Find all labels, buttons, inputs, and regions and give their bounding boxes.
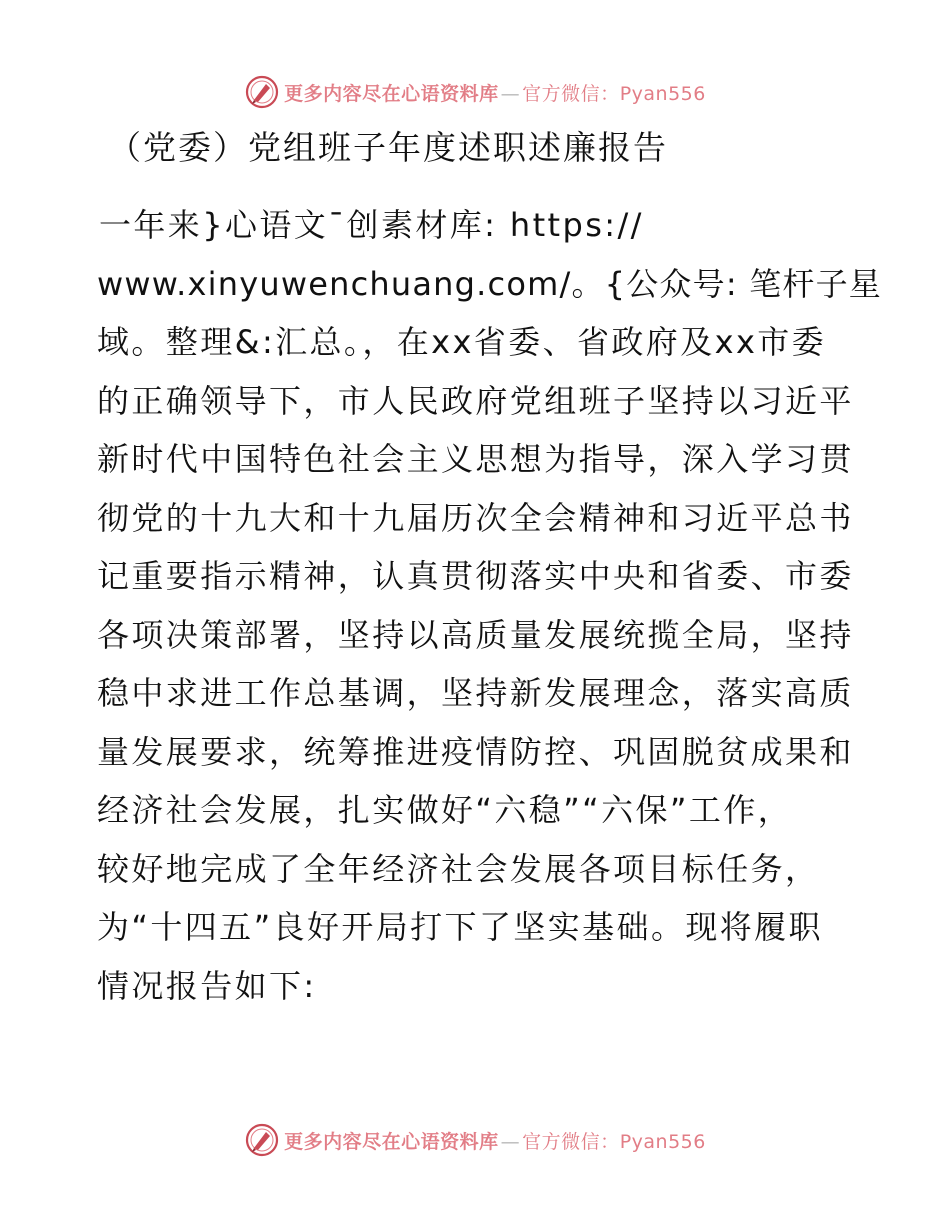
paragraph-line: 稳中求进工作总基调，坚持新发展理念，落实高质: [97, 674, 854, 712]
paragraph-line: www.xinyuwenchuang.com/。{公众号: 笔杆子星: [97, 264, 882, 303]
separator: —: [500, 1130, 521, 1153]
library-text: 更多内容尽在心语资料库: [284, 1130, 499, 1153]
paragraph-line: 新时代中国特色社会主义思想为指导，深入学习贯: [97, 440, 854, 478]
paragraph-line: 彻党的十九大和十九届历次全会精神和习近平总书: [97, 498, 854, 537]
paragraph-line: 情况报告如下:: [97, 966, 317, 1005]
paragraph-line: 的正确领导下，市人民政府党组班子坚持以习近平: [97, 381, 854, 420]
paragraph-line: 经济社会发展，扎实做好“六稳”“六保”工作，: [97, 791, 793, 829]
header-watermark: [0, 72, 950, 112]
pen-nib-circle-icon: [244, 74, 280, 110]
separator: —: [500, 82, 521, 105]
wechat-id: Pyan556: [619, 82, 706, 105]
wechat-label: 官方微信：: [522, 1130, 620, 1153]
document-title: （党委）党组班子年度述职述廉报告: [108, 128, 668, 167]
wechat-id: Pyan556: [619, 1130, 706, 1153]
paragraph-line: 量发展要求，统筹推进疫情防控、巩固脱贫成果和: [97, 732, 854, 771]
paragraph-line: 一年来}心语文¯创素材库: https://: [99, 206, 644, 244]
library-text: 更多内容尽在心语资料库: [284, 82, 499, 105]
pen-nib-circle-icon: [244, 1122, 280, 1158]
body-paragraph: [97, 196, 882, 1015]
paragraph-line: 各项决策部署，坚持以高质量发展统揽全局，坚持: [97, 615, 854, 654]
paragraph-line: 记重要指示精神，认真贯彻落实中央和省委、市委: [97, 557, 854, 595]
paragraph-line: 为“十四五”良好开局打下了坚实基础。现将履职: [97, 908, 823, 946]
paragraph-line: 较好地完成了全年经济社会发展各项目标任务，: [97, 849, 820, 888]
paragraph-line: 域。整理&:汇总。，在xx省委、省政府及xx市委: [97, 323, 827, 361]
wechat-label: 官方微信：: [522, 82, 620, 105]
footer-watermark: [0, 1120, 950, 1160]
